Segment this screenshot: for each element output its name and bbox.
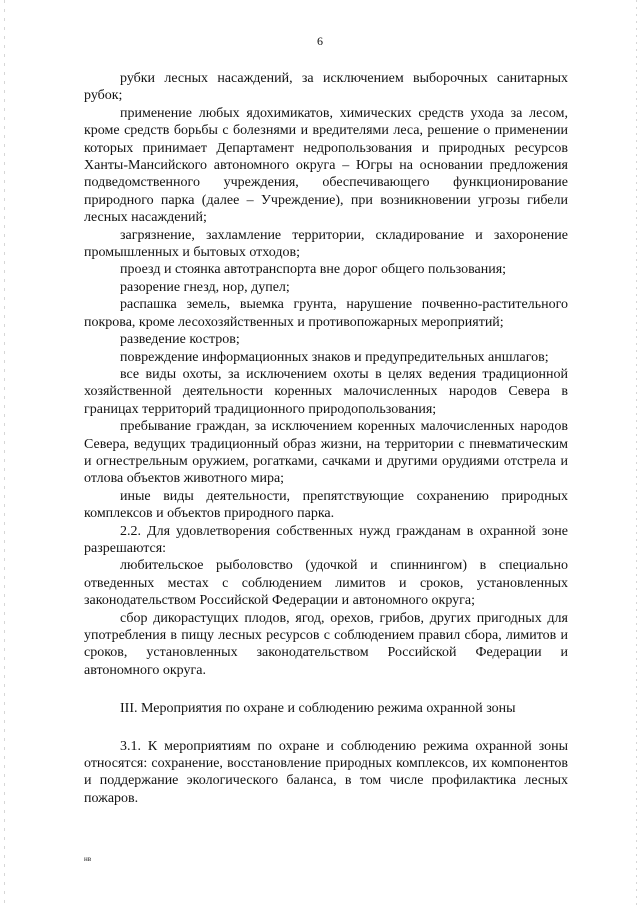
paragraph: рубки лесных насаждений, за исключением выборочных санитарных рубок; xyxy=(84,71,568,104)
paragraph: пребывание граждан, за исключением коренных малочисленных народов Севера, ведущих традиционный образ жизни, на территории с пневматическим и огнестрельным оружием, рогатками, сачками и другими орудиями отстрела и отлова объектов животного мира; xyxy=(84,419,568,487)
paragraph: все виды охоты, за исключением охоты в целях ведения традиционной хозяйственной деятельности коренных малочисленных народов Севера в границах территорий традиционного природопользования; xyxy=(84,366,568,417)
paragraph: 2.2. Для удовлетворения собственных нужд гражданам в охранной зоне разрешаются: xyxy=(84,523,568,556)
paragraph: распашка земель, выемка грунта, нарушение почвенно-растительного покрова, кроме лесохозяйственных и противопожарных мероприятий; xyxy=(84,297,568,330)
paragraph: 3.1. К мероприятиям по охране и соблюдению режима охранной зоны относятся: сохранение, восстановление природных комплексов, их компонентов и поддержание экологического баланса, в том числе профилактика лесных пожаров. xyxy=(84,738,568,806)
page-number: 6 xyxy=(317,34,323,48)
footer-mark: нв xyxy=(84,855,92,863)
paragraph: применение любых ядохимикатов, химических средств ухода за лесом, кроме средств борьбы с болезнями и вредителями леса, решение о применении которых принимает Департамент недропользования и природных ресурсов Ханты-Мансийского автономного округа – Югры на основании предложения подведомственного учреждения, обеспечивающего функционирование природного парка (далее – Учреждение), при возникновении угрозы гибели лесных насаждений; xyxy=(84,105,568,226)
document-body xyxy=(84,70,568,807)
paragraph: любительское рыболовство (удочкой и спиннингом) в специально отведенных местах с соблюдением лимитов и сроков, установленных законодательством Российской Федерации и автономного округа; xyxy=(84,558,568,609)
paragraph: разорение гнезд, нор, дупел; xyxy=(120,279,290,295)
paragraph: загрязнение, захламление территории, складирование и захоронение промышленных и бытовых отходов; xyxy=(84,227,568,261)
paragraph: сбор дикорастущих плодов, ягод, орехов, грибов, других пригодных для употребления в пищу лесных ресурсов с соблюдением правил сбора, лимитов и сроков, установленных законодательством Российской Федерации и автономного округа. xyxy=(84,610,568,678)
paragraph: разведение костров; xyxy=(120,332,240,348)
section-heading: III. Мероприятия по охране и соблюдению режима охранной зоны xyxy=(120,701,516,717)
paragraph: повреждение информационных знаков и предупредительных аншлагов; xyxy=(120,349,549,365)
paragraph: проезд и стоянка автотранспорта вне дорог общего пользования; xyxy=(120,262,507,278)
scan-edge-left xyxy=(4,0,5,905)
paragraph: иные виды деятельности, препятствующие сохранению природных комплексов и объектов природного парка. xyxy=(84,488,568,522)
scan-edge-right xyxy=(636,0,637,905)
